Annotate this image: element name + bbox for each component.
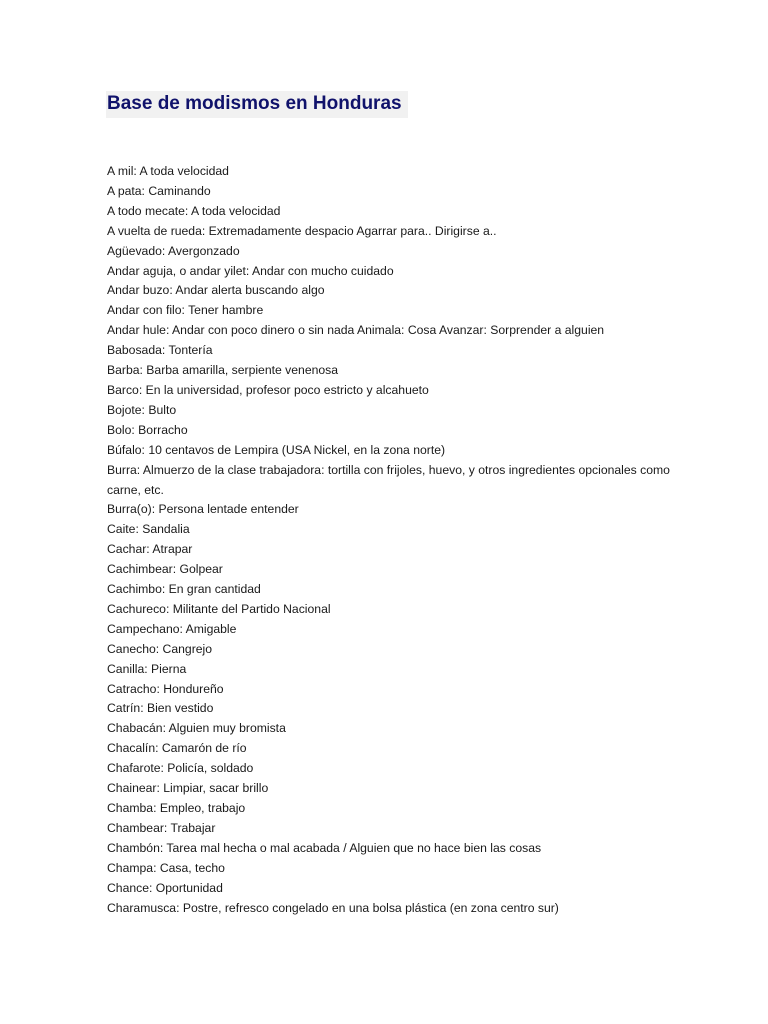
idiom-entry: Chambón: Tarea mal hecha o mal acabada / Alguien que no hace bien las cosas — [107, 840, 542, 855]
idiom-entry: Andar aguja, o andar yilet: Andar con mucho cuidado — [107, 263, 394, 278]
idiom-entry: Chamba: Empleo, trabajo — [107, 801, 246, 815]
idiom-entry: Agüevado: Avergonzado — [107, 243, 240, 258]
idiom-entry: Búfalo: 10 centavos de Lempira (USA Nickel, en la zona norte) — [107, 442, 446, 457]
idiom-entry: Charamusca: Postre, refresco congelado en una bolsa plástica (en zona centro sur) — [107, 900, 559, 915]
idiom-entry: Barco: En la universidad, profesor poco estricto y alcahueto — [107, 382, 429, 397]
idiom-entry: A mil: A toda velocidad — [107, 164, 229, 178]
idiom-entry: Bojote: Bulto — [107, 402, 177, 417]
idiom-entry: Andar con filo: Tener hambre — [107, 303, 264, 318]
idiom-entry: Barba: Barba amarilla, serpiente venenosa — [107, 363, 339, 378]
idiom-entry: Chambear: Trabajar — [107, 820, 216, 835]
idiom-entry: Canecho: Cangrejo — [107, 641, 213, 656]
idiom-entry: Champa: Casa, techo — [107, 860, 225, 875]
idiom-entry: Catracho: Hondureño — [107, 681, 224, 696]
idiom-entry: Cachimbo: En gran cantidad — [107, 582, 261, 597]
idiom-entry: Caite: Sandalia — [107, 522, 190, 537]
idiom-list — [107, 162, 677, 918]
idiom-entry: A pata: Caminando — [107, 183, 211, 198]
idiom-entry: A todo mecate: A toda velocidad — [107, 203, 281, 218]
idiom-entry: Andar buzo: Andar alerta buscando algo — [107, 283, 325, 298]
idiom-entry: Chance: Oportunidad — [107, 880, 223, 895]
idiom-entry: Chacalín: Camarón de río — [107, 741, 247, 756]
idiom-entry: Chabacán: Alguien muy bromista — [107, 721, 286, 736]
idiom-entry: Cachimbear: Golpear — [107, 562, 223, 577]
idiom-entry: Andar hule: Andar con poco dinero o sin nada Animala: Cosa Avanzar: Sorprender a alguien — [107, 323, 605, 338]
idiom-entry: Chainear: Limpiar, sacar brillo — [107, 781, 269, 796]
idiom-entry: Cachar: Atrapar — [107, 542, 193, 557]
idiom-entry: Burra(o): Persona lentade entender — [107, 502, 299, 517]
idiom-entry: Catrín: Bien vestido — [107, 701, 214, 716]
idiom-entry: Chafarote: Policía, soldado — [107, 761, 254, 776]
idiom-entry: Campechano: Amigable — [107, 621, 237, 636]
idiom-entry: Babosada: Tontería — [107, 343, 213, 358]
idiom-entry: Cachureco: Militante del Partido Nacional — [107, 601, 331, 616]
idiom-entry: A vuelta de rueda: Extremadamente despacio Agarrar para.. Dirigirse a.. — [107, 223, 497, 238]
idiom-entry: Bolo: Borracho — [107, 422, 188, 437]
document-title: Base de modismos en Honduras — [106, 91, 408, 118]
idiom-entry: Canilla: Pierna — [107, 661, 187, 676]
idiom-entry: Burra: Almuerzo de la clase trabajadora: tortilla con frijoles, huevo, y otros ingredientes opcionales como carne, etc. — [107, 462, 670, 497]
